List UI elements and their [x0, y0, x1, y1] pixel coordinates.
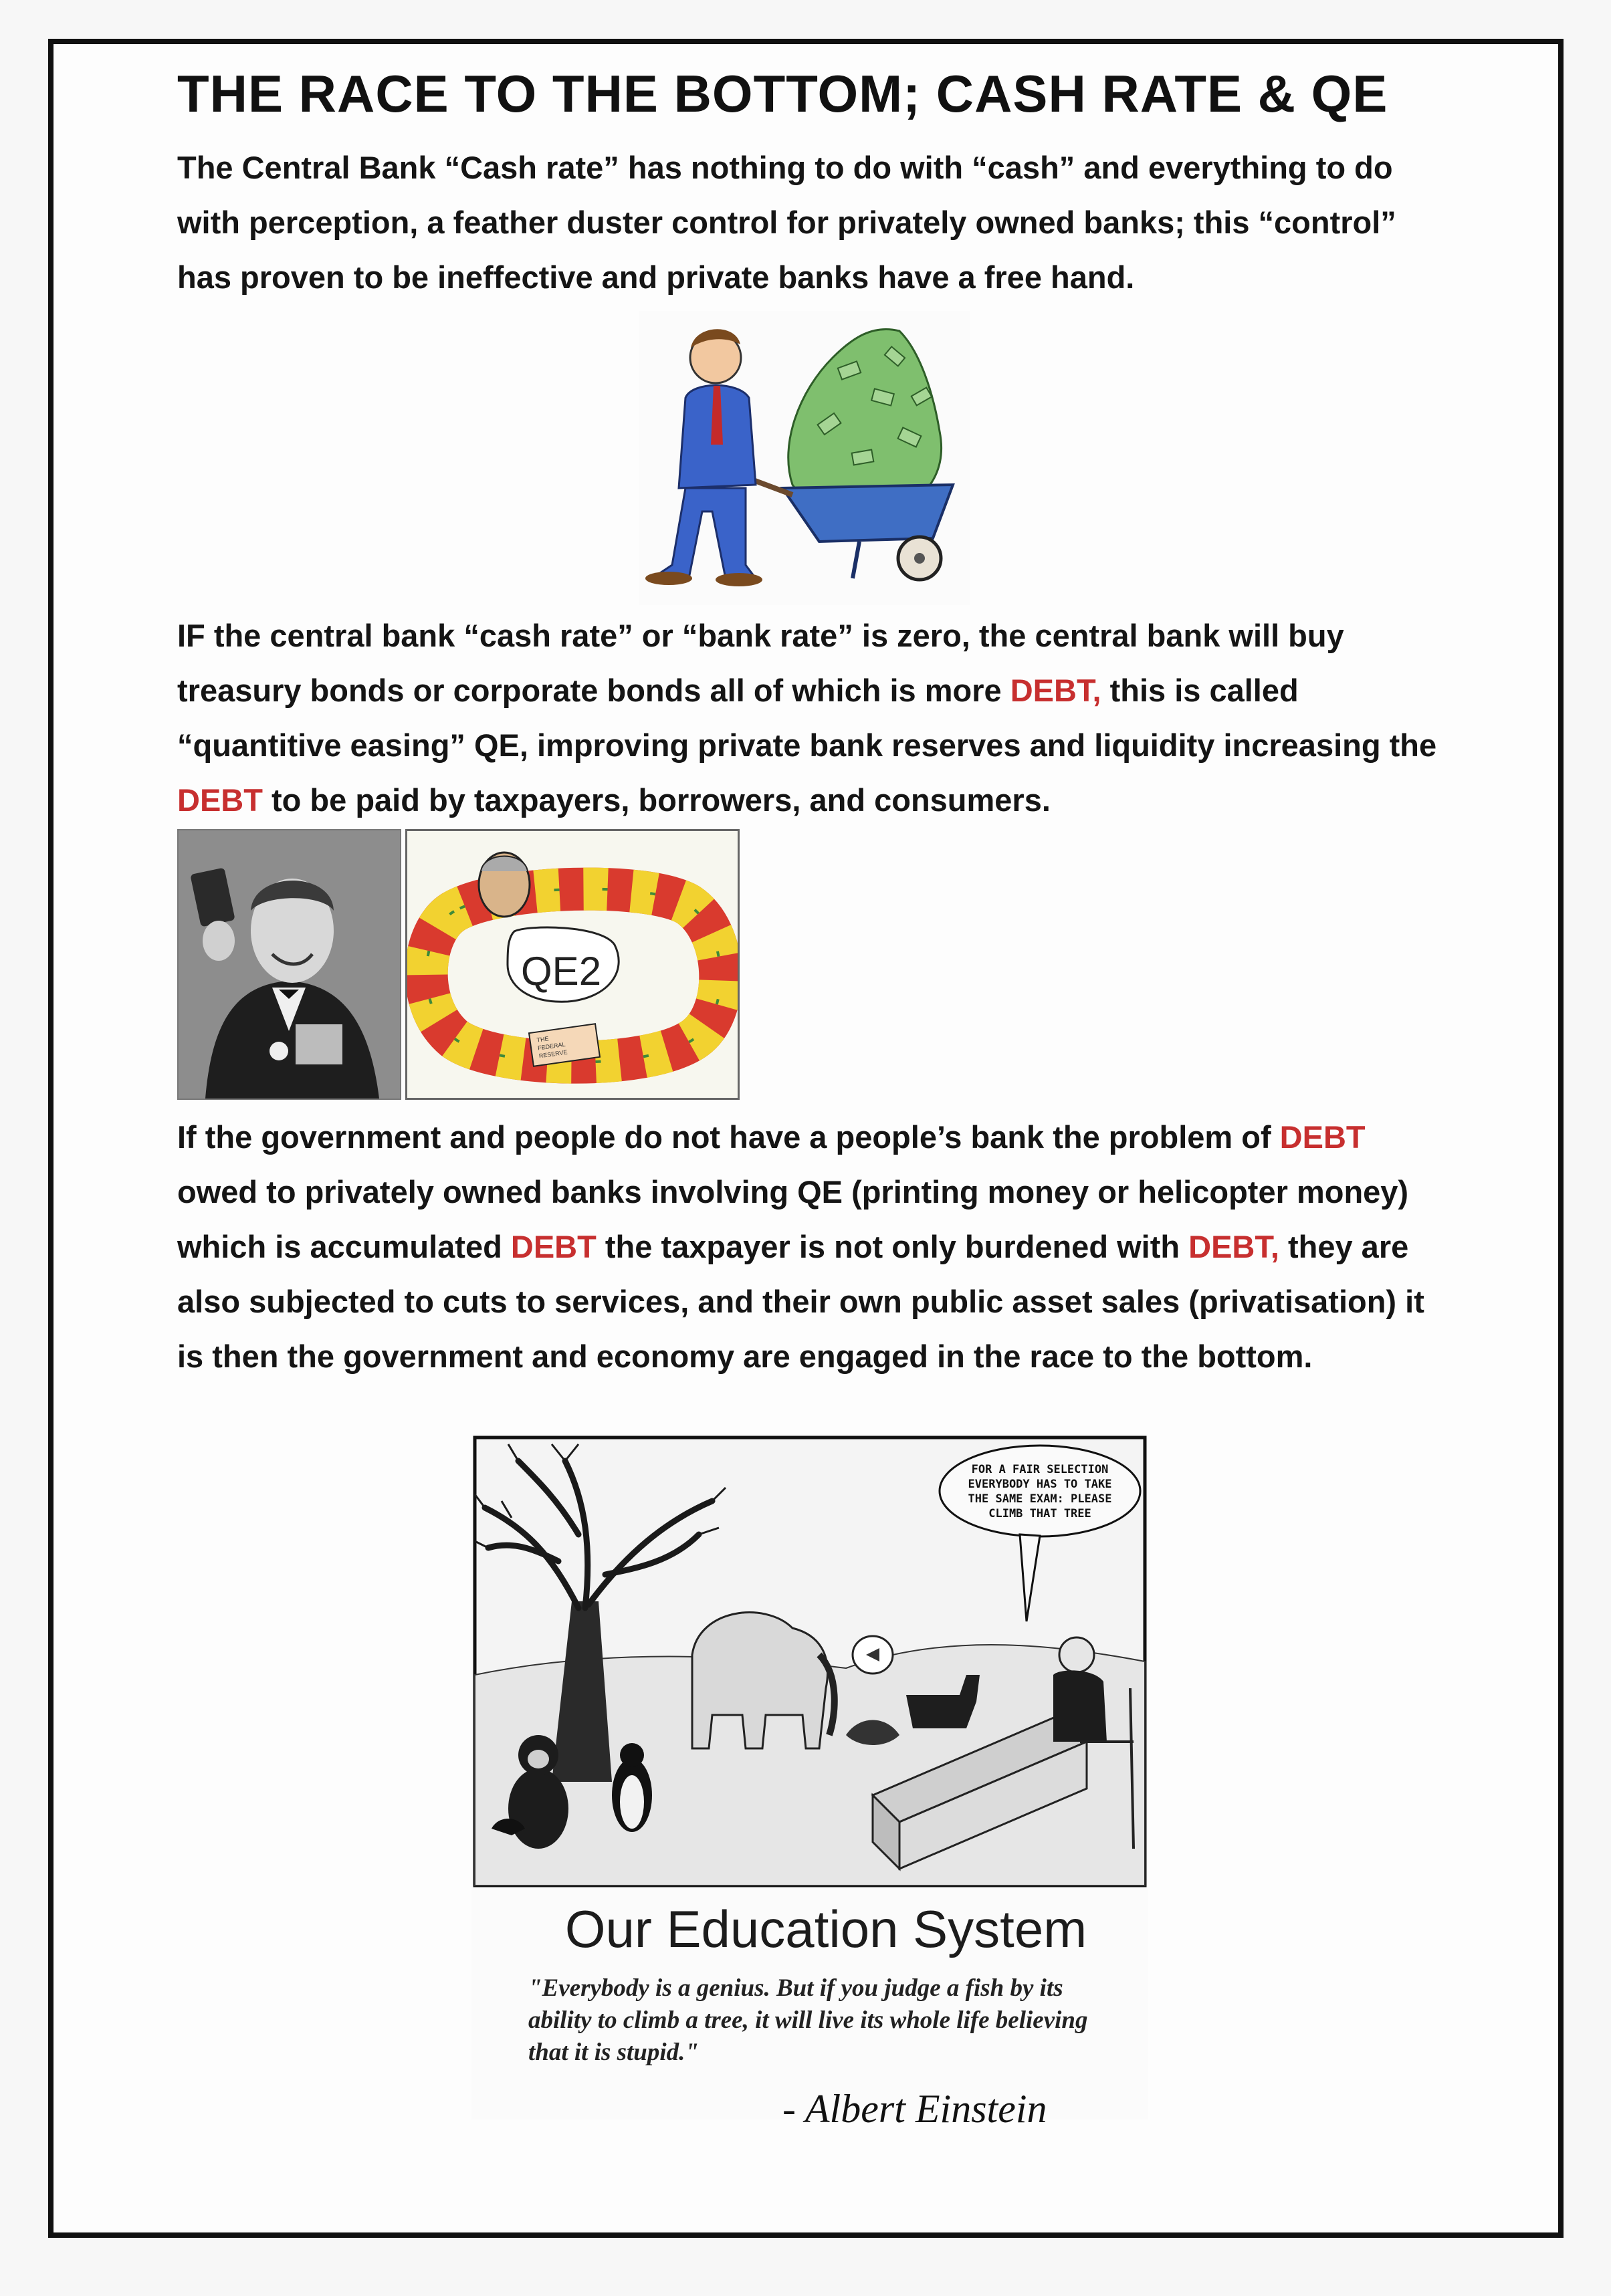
p3-text-3: the taxpayer is not only burdened with	[596, 1229, 1189, 1264]
page-title: THE RACE TO THE BOTTOM; CASH RATE & QE	[177, 64, 1388, 123]
paragraph-quantitive-easing	[177, 608, 1448, 828]
p2-text-2: this is called “quantitive easing” QE, improving private bank reserves and liquidity increasing the	[177, 673, 1437, 763]
debt-highlight: DEBT	[1279, 1119, 1366, 1155]
debt-highlight: DEBT	[177, 782, 263, 818]
speech-line4: CLIMB THAT TREE	[988, 1507, 1091, 1520]
debt-highlight: DEBT,	[1188, 1229, 1279, 1264]
speech-line3: THE SAME EXAM: PLEASE	[968, 1492, 1112, 1506]
speech-line1: FOR A FAIR SELECTION	[971, 1463, 1109, 1476]
banker-wheelbarrow-illustration	[639, 311, 970, 605]
debt-highlight: DEBT	[510, 1229, 597, 1264]
einstein-quote: "Everybody is a genius. But if you judge a fish by its ability to climb a tree, it will live its whole life believing that it is stupid."	[528, 1974, 1088, 2066]
quote-author: - Albert Einstein	[782, 2087, 1047, 2131]
p3-text-2: owed to privately owned banks involving QE (printing money or helicopter money) which is accumulated	[177, 1174, 1409, 1264]
magician-photo	[177, 829, 401, 1100]
fed-tag-line3: RESERVE	[538, 1048, 568, 1060]
fed-tag-line1: THE	[536, 1035, 550, 1044]
paragraph-cash-rate: The Central Bank “Cash rate” has nothing to do with “cash” and everything to do with perception, a feather duster control for privately owned banks; this “control” has proven to be ineffective and private banks have a free hand.	[177, 150, 1396, 295]
qe2-label: QE2	[521, 949, 602, 994]
debt-highlight: DEBT,	[1010, 673, 1101, 708]
qe2-cartoon	[405, 829, 740, 1100]
p2-text-3: to be paid by taxpayers, borrowers, and consumers.	[262, 782, 1051, 818]
paragraph-peoples-bank	[177, 1110, 1448, 1384]
cartoon-caption-title: Our Education System	[564, 1900, 1087, 1958]
fed-tag-line2: FEDERAL	[537, 1040, 566, 1052]
p3-text-1: If the government and people do not have a people’s bank the problem of	[177, 1119, 1280, 1155]
p3-text-4: they are also subjected to cuts to services, and their own public asset sales (privatisation) it is then the government and economy are engaged in the race to the bottom.	[177, 1229, 1424, 1374]
speech-line2: EVERYBODY HAS TO TAKE	[968, 1478, 1112, 1491]
p2-text-1: IF the central bank “cash rate” or “bank rate” is zero, the central bank will buy treasury bonds or corporate bonds all of which is more	[177, 618, 1344, 708]
